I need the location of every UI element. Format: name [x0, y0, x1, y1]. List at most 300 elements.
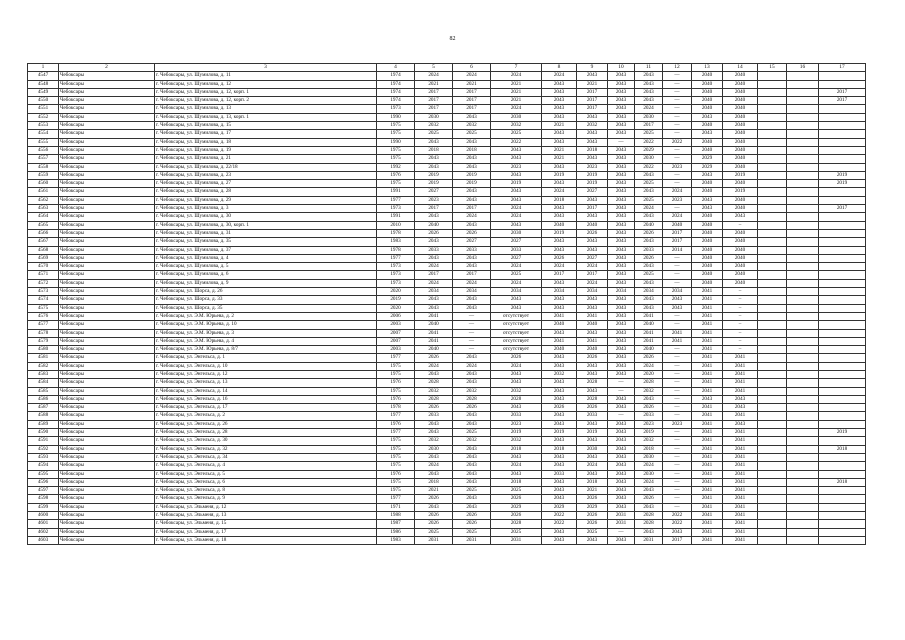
table-cell: 2043 [542, 304, 577, 312]
table-cell: 2041 [723, 487, 758, 495]
table-cell: 2019 [723, 188, 758, 196]
table-cell: г. Чебоксары, ул. Шумилова, д. 6 [155, 271, 377, 279]
table-cell: 2043 [542, 130, 577, 138]
table-cell: Чебоксары [59, 520, 155, 528]
table-row [28, 462, 866, 470]
table-cell: – [723, 296, 758, 304]
table-cell [819, 395, 866, 403]
table-cell: 2024 [635, 205, 663, 213]
table-cell: 2040 [723, 130, 758, 138]
table-cell: 2043 [577, 453, 608, 461]
table-cell [758, 88, 787, 96]
table-cell: Чебоксары [59, 163, 155, 171]
table-cell: Чебоксары [59, 130, 155, 138]
table-cell: отсутствует [491, 329, 542, 337]
table-cell: Чебоксары [59, 512, 155, 520]
table-cell: 2025 [635, 180, 663, 188]
table-cell: 2019 [491, 429, 542, 437]
table-cell: 2022 [542, 520, 577, 528]
table-cell: 2043 [608, 146, 635, 154]
table-cell: 2040 [723, 155, 758, 163]
table-cell: 2043 [453, 113, 491, 121]
table-cell: 2024 [453, 279, 491, 287]
table-cell: 2019 [819, 180, 866, 188]
table-cell [758, 354, 787, 362]
table-cell: г. Чебоксары, ул. Энгельса, д. 4 [155, 462, 377, 470]
table-cell: 2043 [542, 487, 577, 495]
table-cell: 2017 [415, 105, 453, 113]
table-cell: – [723, 321, 758, 329]
table-cell: 2033 [635, 246, 663, 254]
table-cell: 1977 [377, 254, 415, 262]
table-row [28, 395, 866, 403]
table-cell: 4593 [28, 453, 59, 461]
table-cell: 2041 [692, 370, 723, 378]
table-cell: 2040 [692, 72, 723, 80]
table-cell: 2021 [542, 122, 577, 130]
table-cell: — [663, 395, 692, 403]
table-cell [819, 229, 866, 237]
table-cell: 4573 [28, 288, 59, 296]
table-cell: 2028 [453, 395, 491, 403]
table-cell [758, 113, 787, 121]
table-cell: 2043 [608, 130, 635, 138]
table-cell: 2030 [635, 453, 663, 461]
column-header: 15 [758, 64, 787, 72]
table-cell: 2041 [723, 387, 758, 395]
table-cell: 2026 [635, 254, 663, 262]
table-row [28, 354, 866, 362]
table-cell: 2024 [491, 72, 542, 80]
table-cell: 2019 [542, 429, 577, 437]
table-cell: 2034 [608, 288, 635, 296]
table-cell: 2043 [723, 213, 758, 221]
table-cell: г. Чебоксары, ул. Энгельса, д. 30 [155, 437, 377, 445]
table-cell: — [663, 254, 692, 262]
table-cell: 2026 [577, 512, 608, 520]
table-cell: — [663, 462, 692, 470]
table-cell: Чебоксары [59, 495, 155, 503]
table-cell [787, 146, 819, 154]
table-cell: 2043 [453, 379, 491, 387]
table-cell: 2025 [453, 528, 491, 536]
table-row [28, 420, 866, 428]
table-cell: 2019 [542, 171, 577, 179]
table-cell: 1975 [377, 146, 415, 154]
table-cell [787, 470, 819, 478]
table-cell [758, 122, 787, 130]
table-row [28, 130, 866, 138]
table-cell: 2021 [415, 80, 453, 88]
table-row [28, 337, 866, 345]
table-cell: 2031 [635, 536, 663, 544]
table-cell: г. Чебоксары, ул. Шумилова, д. 35 [155, 238, 377, 246]
table-cell: 4567 [28, 238, 59, 246]
table-cell: 2043 [453, 470, 491, 478]
table-cell: 2025 [577, 528, 608, 536]
table-cell: 2040 [723, 146, 758, 154]
table-cell: 2043 [635, 88, 663, 96]
table-cell: 4574 [28, 296, 59, 304]
table-cell [758, 321, 787, 329]
table-cell [787, 487, 819, 495]
table-cell: 2019 [415, 180, 453, 188]
table-cell: 2031 [415, 536, 453, 544]
table-cell: 2041 [723, 462, 758, 470]
table-row [28, 379, 866, 387]
table-cell: 4561 [28, 188, 59, 196]
table-cell [758, 487, 787, 495]
table-cell: 2017 [663, 238, 692, 246]
table-cell: — [663, 80, 692, 88]
table-cell [758, 453, 787, 461]
table-cell: 4590 [28, 429, 59, 437]
column-header: 11 [635, 64, 663, 72]
table-cell [819, 412, 866, 420]
table-cell: 2041 [663, 329, 692, 337]
table-cell: 2043 [415, 304, 453, 312]
table-cell: 2034 [453, 288, 491, 296]
table-cell: 2033 [491, 246, 542, 254]
table-cell [787, 528, 819, 536]
table-cell: 2017 [577, 88, 608, 96]
table-cell [758, 254, 787, 262]
table-cell: 2040 [415, 221, 453, 229]
table-cell [787, 362, 819, 370]
table-cell: 2022 [663, 512, 692, 520]
table-cell: 2033 [577, 412, 608, 420]
table-cell: 2032 [453, 437, 491, 445]
table-cell: Чебоксары [59, 180, 155, 188]
table-cell [758, 97, 787, 105]
table-cell: — [663, 113, 692, 121]
table-cell [819, 354, 866, 362]
table-cell: г. Чебоксары, ул. Энгельса, д. 6 [155, 478, 377, 486]
table-cell: 2040 [577, 221, 608, 229]
table-cell: Чебоксары [59, 171, 155, 179]
table-cell: 2043 [542, 412, 577, 420]
table-cell [819, 213, 866, 221]
table-cell: г. Чебоксары, ул. Энгельса, д. 32 [155, 445, 377, 453]
table-cell: 2025 [453, 429, 491, 437]
table-cell [758, 288, 787, 296]
table-cell: 1975 [377, 130, 415, 138]
table-cell: 2040 [692, 254, 723, 262]
table-cell: 2043 [608, 470, 635, 478]
table-cell: 2043 [577, 536, 608, 544]
table-cell [787, 221, 819, 229]
table-cell [819, 520, 866, 528]
table-cell [819, 254, 866, 262]
table-cell: 2043 [608, 188, 635, 196]
column-header: 9 [577, 64, 608, 72]
table-cell [758, 420, 787, 428]
table-cell: 2043 [542, 528, 577, 536]
table-cell: 2030 [415, 445, 453, 453]
table-cell: — [663, 412, 692, 420]
table-cell: 2025 [415, 130, 453, 138]
table-row [28, 122, 866, 130]
table-cell: 2030 [415, 113, 453, 121]
table-cell: — [663, 387, 692, 395]
table-cell: — [663, 445, 692, 453]
table-cell: г. Чебоксары, ул. Энгельса, д. 5 [155, 470, 377, 478]
table-cell: 2041 [692, 478, 723, 486]
table-cell: 2034 [415, 288, 453, 296]
table-row [28, 288, 866, 296]
table-cell: 2027 [491, 238, 542, 246]
table-cell: — [453, 312, 491, 320]
table-cell: 2043 [635, 296, 663, 304]
table-cell [819, 155, 866, 163]
table-cell [819, 304, 866, 312]
table-cell: Чебоксары [59, 254, 155, 262]
table-cell [787, 453, 819, 461]
table-cell [819, 337, 866, 345]
table-cell [758, 395, 787, 403]
table-row [28, 221, 866, 229]
table-cell: 2041 [692, 528, 723, 536]
table-cell: 4601 [28, 520, 59, 528]
table-cell: — [663, 321, 692, 329]
table-cell: г. Чебоксары, ул. Шумилова, д. 12, корп. 1 [155, 88, 377, 96]
table-cell: 2026 [415, 229, 453, 237]
table-cell: — [663, 88, 692, 96]
table-cell [787, 296, 819, 304]
table-cell: 2041 [692, 437, 723, 445]
table-cell: 1971 [377, 503, 415, 511]
table-cell [819, 312, 866, 320]
table-cell: г. Чебоксары, ул. Шумилова, д. 11 [155, 72, 377, 80]
table-cell: 2041 [542, 337, 577, 345]
table-cell: 2040 [723, 238, 758, 246]
table-cell: 2040 [692, 271, 723, 279]
table-cell [758, 478, 787, 486]
table-cell: 2017 [542, 271, 577, 279]
table-cell [758, 72, 787, 80]
table-cell [758, 495, 787, 503]
table-cell: 4584 [28, 379, 59, 387]
table-cell [758, 337, 787, 345]
table-cell: 2041 [692, 296, 723, 304]
table-cell: 4583 [28, 370, 59, 378]
table-cell: Чебоксары [59, 188, 155, 196]
table-cell: г. Чебоксары, ул. Энгельса, д. 26 [155, 420, 377, 428]
column-header: 2 [59, 64, 155, 72]
table-cell: 2041 [692, 329, 723, 337]
table-cell: 2040 [415, 346, 453, 354]
table-cell: 2043 [453, 370, 491, 378]
table-cell: 2025 [635, 271, 663, 279]
table-cell: 2024 [491, 205, 542, 213]
table-cell: 2040 [577, 346, 608, 354]
table-cell: 2043 [608, 462, 635, 470]
table-cell: 2043 [608, 312, 635, 320]
table-cell [758, 213, 787, 221]
table-cell [758, 370, 787, 378]
table-cell: Чебоксары [59, 296, 155, 304]
table-cell [787, 238, 819, 246]
table-cell: 2043 [415, 470, 453, 478]
table-cell: 2019 [819, 171, 866, 179]
table-cell: 1977 [377, 354, 415, 362]
table-cell: 1975 [377, 437, 415, 445]
table-row [28, 362, 866, 370]
table-cell: 1973 [377, 263, 415, 271]
table-row [28, 321, 866, 329]
table-cell: 2041 [415, 337, 453, 345]
table-cell: 2025 [635, 196, 663, 204]
table-cell [819, 138, 866, 146]
table-cell [758, 205, 787, 213]
table-cell: 2043 [415, 238, 453, 246]
table-cell: 2025 [453, 487, 491, 495]
table-cell: 2041 [723, 478, 758, 486]
table-cell: 2043 [608, 163, 635, 171]
table-cell: 2043 [608, 196, 635, 204]
table-cell: 2043 [635, 188, 663, 196]
table-row [28, 229, 866, 237]
table-cell [819, 462, 866, 470]
table-cell: 2043 [608, 404, 635, 412]
table-cell: г. Чебоксары, ул. Шумилова, д. 12, корп. 2 [155, 97, 377, 105]
table-cell: 2043 [542, 163, 577, 171]
table-cell: 4562 [28, 196, 59, 204]
table-cell: 2043 [453, 263, 491, 271]
table-cell [758, 329, 787, 337]
table-row [28, 72, 866, 80]
table-cell: 2043 [608, 346, 635, 354]
table-cell: 2043 [542, 536, 577, 544]
table-cell: 2040 [692, 221, 723, 229]
table-cell: 4552 [28, 113, 59, 121]
table-cell: – [723, 288, 758, 296]
table-cell: 2025 [491, 487, 542, 495]
table-cell: Чебоксары [59, 279, 155, 287]
table-cell: 1975 [377, 453, 415, 461]
table-cell: 2026 [542, 254, 577, 262]
table-cell: 2024 [577, 462, 608, 470]
table-cell: – [723, 329, 758, 337]
table-cell [787, 113, 819, 121]
table-cell: 2043 [542, 80, 577, 88]
table-cell [819, 536, 866, 544]
table-cell [787, 478, 819, 486]
table-cell [787, 495, 819, 503]
table-cell: 2024 [635, 478, 663, 486]
table-cell [819, 113, 866, 121]
table-cell: — [663, 271, 692, 279]
table-cell: 2024 [415, 279, 453, 287]
table-cell: 2032 [577, 122, 608, 130]
table-cell: 2023 [577, 163, 608, 171]
table-cell: 2043 [491, 379, 542, 387]
table-cell [787, 437, 819, 445]
table-cell: 1990 [377, 138, 415, 146]
table-cell: Чебоксары [59, 229, 155, 237]
table-cell: – [723, 221, 758, 229]
table-cell: 2024 [453, 213, 491, 221]
table-cell: г. Чебоксары, ул. Шумилова, д. 5 [155, 263, 377, 271]
table-cell: 2043 [491, 196, 542, 204]
table-cell: 2041 [577, 312, 608, 320]
table-cell: — [663, 97, 692, 105]
table-cell: — [663, 379, 692, 387]
table-cell: 1975 [377, 180, 415, 188]
table-cell: 2043 [608, 304, 635, 312]
table-cell: 2024 [491, 462, 542, 470]
table-cell: 2032 [415, 387, 453, 395]
table-cell: 2017 [819, 205, 866, 213]
table-cell [819, 379, 866, 387]
table-cell: г. Чебоксары, ул. Шумилова, д. 17 [155, 130, 377, 138]
table-cell: — [663, 346, 692, 354]
table-row [28, 163, 866, 171]
table-cell: г. Чебоксары, ул. Шорса, д. 35 [155, 304, 377, 312]
table-cell: 2019 [577, 429, 608, 437]
table-cell [758, 503, 787, 511]
table-cell: 2043 [608, 97, 635, 105]
table-cell: 2043 [692, 205, 723, 213]
table-row [28, 404, 866, 412]
table-cell: 2018 [491, 445, 542, 453]
table-cell: 2040 [692, 188, 723, 196]
table-cell: 4554 [28, 130, 59, 138]
table-cell: 2041 [692, 445, 723, 453]
table-cell: 2019 [542, 229, 577, 237]
table-cell: 2018 [577, 146, 608, 154]
table-cell: 2043 [415, 213, 453, 221]
table-cell [758, 146, 787, 154]
table-cell: 2024 [635, 462, 663, 470]
table-cell: 2043 [542, 379, 577, 387]
table-cell: 2043 [542, 453, 577, 461]
table-cell: Чебоксары [59, 329, 155, 337]
table-cell: 2041 [692, 362, 723, 370]
table-cell: 2040 [692, 80, 723, 88]
table-cell: 2043 [577, 155, 608, 163]
table-cell [787, 370, 819, 378]
table-cell: Чебоксары [59, 155, 155, 163]
table-cell: 2041 [692, 536, 723, 544]
table-cell: 2003 [377, 321, 415, 329]
table-cell: 2031 [608, 512, 635, 520]
column-header: 7 [491, 64, 542, 72]
table-cell: 2043 [608, 171, 635, 179]
table-cell: 2041 [692, 387, 723, 395]
table-cell: 2043 [635, 80, 663, 88]
table-cell [758, 512, 787, 520]
table-cell: 2024 [577, 263, 608, 271]
table-cell [819, 487, 866, 495]
table-row [28, 387, 866, 395]
table-cell: 2043 [542, 387, 577, 395]
table-cell: Чебоксары [59, 412, 155, 420]
table-cell [819, 420, 866, 428]
table-cell [819, 362, 866, 370]
table-cell: г. Чебоксары, ул. Шумилова, д. 37 [155, 246, 377, 254]
table-cell [787, 304, 819, 312]
table-cell: 2043 [542, 205, 577, 213]
table-row [28, 188, 866, 196]
table-cell: Чебоксары [59, 97, 155, 105]
table-cell: 2019 [819, 429, 866, 437]
table-cell: Чебоксары [59, 470, 155, 478]
table-cell: 1992 [377, 163, 415, 171]
table-cell: г. Чебоксары, ул. Шумилова, д. 30, корп. 1 [155, 221, 377, 229]
column-header: 14 [723, 64, 758, 72]
table-cell: 2034 [491, 288, 542, 296]
